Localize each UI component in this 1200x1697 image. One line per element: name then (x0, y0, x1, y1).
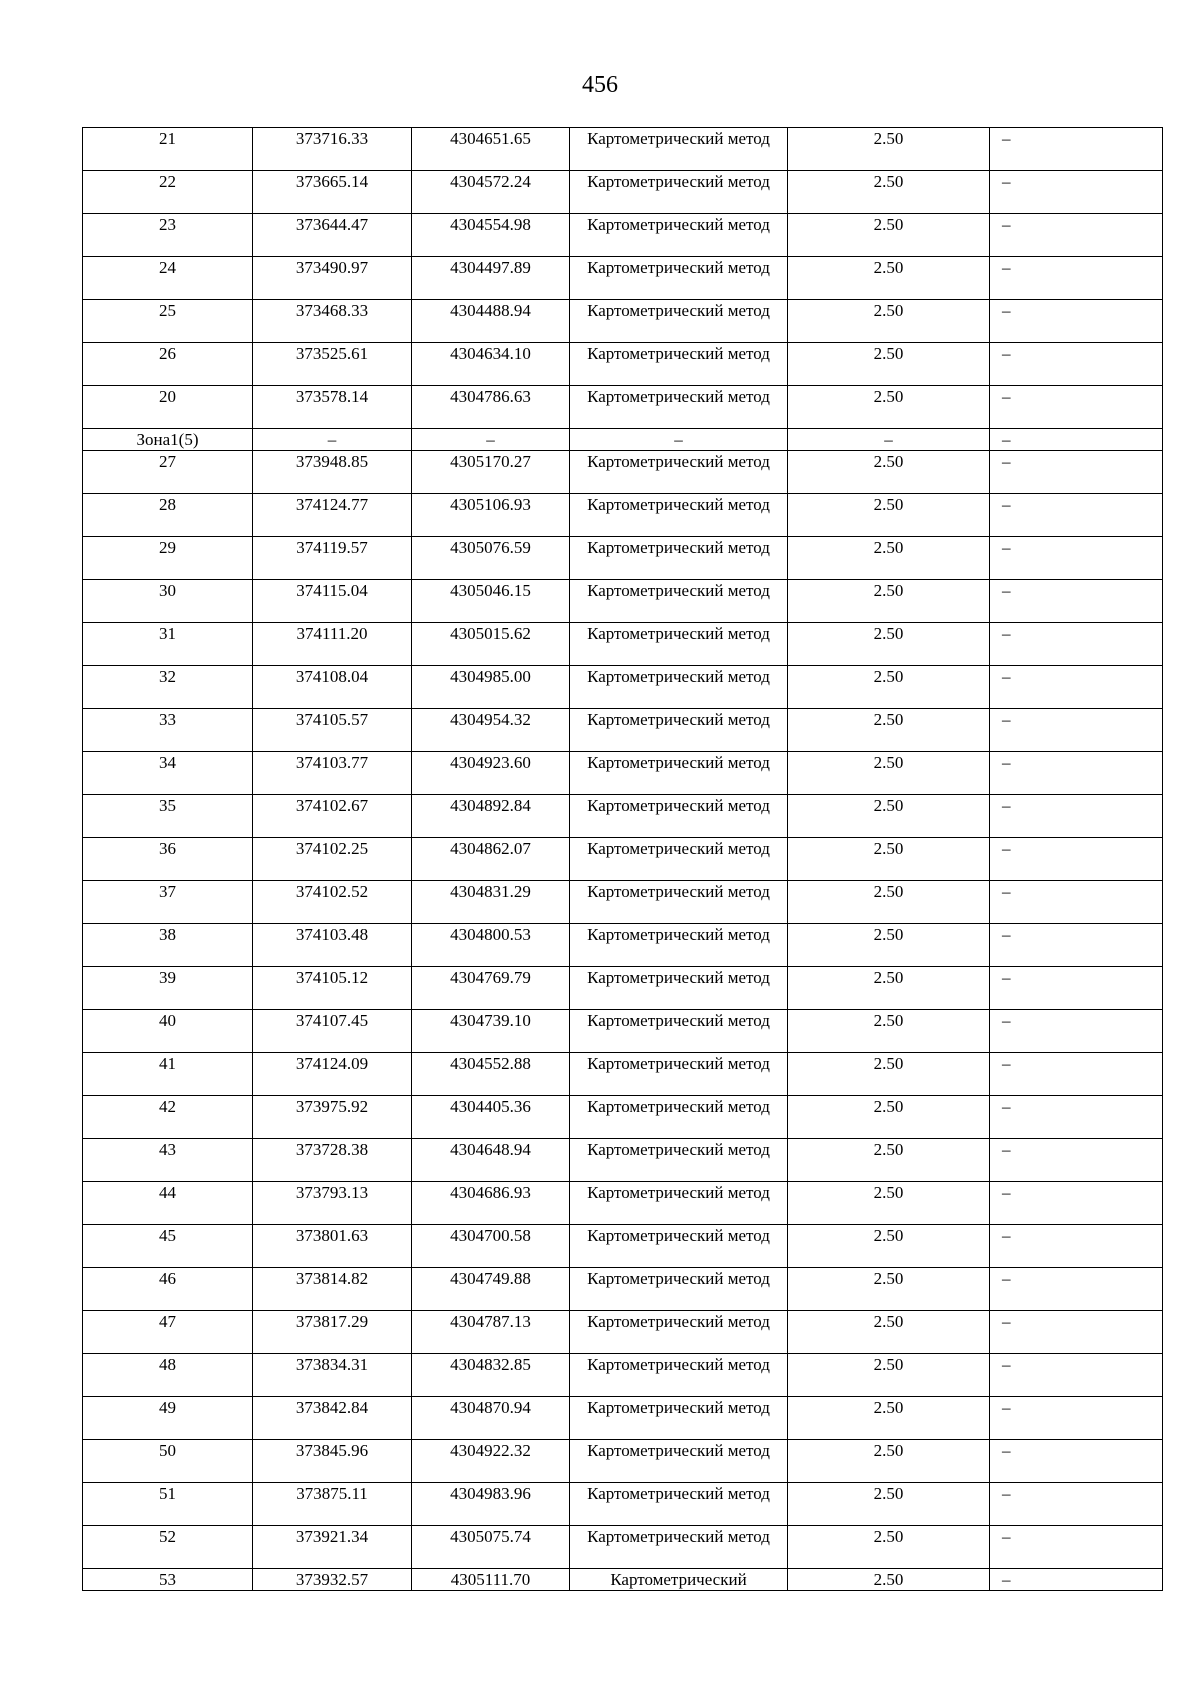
method-cell: Картометрический метод (570, 494, 788, 537)
y-coordinate-cell: 4304700.58 (412, 1225, 570, 1268)
table-row (83, 1139, 1163, 1182)
x-coordinate-cell: 373817.29 (253, 1311, 412, 1354)
coordinates-table-body (83, 128, 1163, 1591)
x-coordinate-cell: 374102.52 (253, 881, 412, 924)
note-cell: – (990, 1010, 1163, 1053)
y-coordinate-cell: 4304870.94 (412, 1397, 570, 1440)
accuracy-cell: 2.50 (788, 881, 990, 924)
note-cell: – (990, 429, 1163, 451)
point-number-cell: 24 (83, 257, 253, 300)
note-cell: – (990, 1225, 1163, 1268)
point-number-cell: 48 (83, 1354, 253, 1397)
accuracy-cell: 2.50 (788, 1010, 990, 1053)
y-coordinate-cell: 4305015.62 (412, 623, 570, 666)
y-coordinate-cell: 4304739.10 (412, 1010, 570, 1053)
point-number-cell: 32 (83, 666, 253, 709)
x-coordinate-cell: 374108.04 (253, 666, 412, 709)
point-number-cell: 36 (83, 838, 253, 881)
note-cell: – (990, 1526, 1163, 1569)
x-coordinate-cell: 374105.57 (253, 709, 412, 752)
point-number-cell: 33 (83, 709, 253, 752)
accuracy-cell: 2.50 (788, 1440, 990, 1483)
note-cell: – (990, 257, 1163, 300)
y-coordinate-cell: 4304497.89 (412, 257, 570, 300)
method-cell: Картометрический метод (570, 881, 788, 924)
y-coordinate-cell: 4304787.13 (412, 1311, 570, 1354)
x-coordinate-cell: 374124.77 (253, 494, 412, 537)
note-cell: – (990, 1440, 1163, 1483)
point-number-cell: 28 (83, 494, 253, 537)
accuracy-cell: 2.50 (788, 1225, 990, 1268)
table-row (83, 1010, 1163, 1053)
y-coordinate-cell: 4304922.32 (412, 1440, 570, 1483)
table-row (83, 343, 1163, 386)
table-row (83, 451, 1163, 494)
y-coordinate-cell: 4304892.84 (412, 795, 570, 838)
note-cell: – (990, 881, 1163, 924)
x-coordinate-cell: 373975.92 (253, 1096, 412, 1139)
y-coordinate-cell: 4304651.65 (412, 128, 570, 171)
method-cell: Картометрический метод (570, 386, 788, 429)
accuracy-cell: 2.50 (788, 1096, 990, 1139)
y-coordinate-cell: 4305111.70 (412, 1569, 570, 1591)
accuracy-cell: 2.50 (788, 709, 990, 752)
y-coordinate-cell: 4304749.88 (412, 1268, 570, 1311)
note-cell: – (990, 967, 1163, 1010)
note-cell: – (990, 300, 1163, 343)
point-number-cell: 40 (83, 1010, 253, 1053)
y-coordinate-cell: 4304954.32 (412, 709, 570, 752)
point-number-cell: 21 (83, 128, 253, 171)
method-cell: Картометрический метод (570, 257, 788, 300)
note-cell: – (990, 1311, 1163, 1354)
point-number-cell: 49 (83, 1397, 253, 1440)
note-cell: – (990, 1182, 1163, 1225)
method-cell: Картометрический метод (570, 537, 788, 580)
note-cell: – (990, 666, 1163, 709)
method-cell: Картометрический метод (570, 128, 788, 171)
accuracy-cell: 2.50 (788, 1311, 990, 1354)
x-coordinate-cell: 374115.04 (253, 580, 412, 623)
table-row (83, 1225, 1163, 1268)
note-cell: – (990, 795, 1163, 838)
x-coordinate-cell: 373932.57 (253, 1569, 412, 1591)
point-number-cell: Зона1(5) (83, 429, 253, 451)
accuracy-cell: 2.50 (788, 924, 990, 967)
x-coordinate-cell: 374103.48 (253, 924, 412, 967)
table-row (83, 257, 1163, 300)
table-row (83, 128, 1163, 171)
point-number-cell: 34 (83, 752, 253, 795)
coordinates-table (82, 127, 1163, 1591)
x-coordinate-cell: 374102.25 (253, 838, 412, 881)
y-coordinate-cell: 4305106.93 (412, 494, 570, 537)
table-row (83, 1526, 1163, 1569)
point-number-cell: 53 (83, 1569, 253, 1591)
table-row (83, 838, 1163, 881)
note-cell: – (990, 214, 1163, 257)
point-number-cell: 25 (83, 300, 253, 343)
x-coordinate-cell: 373728.38 (253, 1139, 412, 1182)
x-coordinate-cell: 373468.33 (253, 300, 412, 343)
x-coordinate-cell: 373875.11 (253, 1483, 412, 1526)
method-cell: Картометрический метод (570, 451, 788, 494)
y-coordinate-cell: 4305170.27 (412, 451, 570, 494)
table-row (83, 752, 1163, 795)
note-cell: – (990, 838, 1163, 881)
point-number-cell: 37 (83, 881, 253, 924)
table-row (83, 1311, 1163, 1354)
accuracy-cell: 2.50 (788, 128, 990, 171)
table-row (83, 881, 1163, 924)
y-coordinate-cell: 4304985.00 (412, 666, 570, 709)
x-coordinate-cell: 373814.82 (253, 1268, 412, 1311)
method-cell: Картометрический метод (570, 967, 788, 1010)
accuracy-cell: 2.50 (788, 1182, 990, 1225)
table-row (83, 967, 1163, 1010)
x-coordinate-cell: 373793.13 (253, 1182, 412, 1225)
y-coordinate-cell: 4304488.94 (412, 300, 570, 343)
note-cell: – (990, 1397, 1163, 1440)
method-cell: Картометрический метод (570, 300, 788, 343)
accuracy-cell: – (788, 429, 990, 451)
method-cell: Картометрический метод (570, 623, 788, 666)
y-coordinate-cell: 4304862.07 (412, 838, 570, 881)
method-cell: Картометрический метод (570, 1139, 788, 1182)
method-cell: Картометрический метод (570, 1311, 788, 1354)
accuracy-cell: 2.50 (788, 666, 990, 709)
note-cell: – (990, 1354, 1163, 1397)
table-row (83, 1569, 1163, 1591)
accuracy-cell: 2.50 (788, 1053, 990, 1096)
page-number: 456 (582, 72, 618, 98)
accuracy-cell: 2.50 (788, 580, 990, 623)
method-cell: Картометрический метод (570, 838, 788, 881)
point-number-cell: 39 (83, 967, 253, 1010)
y-coordinate-cell: 4304983.96 (412, 1483, 570, 1526)
point-number-cell: 46 (83, 1268, 253, 1311)
accuracy-cell: 2.50 (788, 214, 990, 257)
y-coordinate-cell: 4304800.53 (412, 924, 570, 967)
y-coordinate-cell: – (412, 429, 570, 451)
table-row (83, 580, 1163, 623)
point-number-cell: 41 (83, 1053, 253, 1096)
zone-row (83, 429, 1163, 451)
point-number-cell: 51 (83, 1483, 253, 1526)
method-cell: Картометрический метод (570, 1354, 788, 1397)
y-coordinate-cell: 4304572.24 (412, 171, 570, 214)
table-row (83, 1096, 1163, 1139)
x-coordinate-cell: 374103.77 (253, 752, 412, 795)
point-number-cell: 38 (83, 924, 253, 967)
x-coordinate-cell: 373490.97 (253, 257, 412, 300)
point-number-cell: 27 (83, 451, 253, 494)
table-row (83, 709, 1163, 752)
note-cell: – (990, 128, 1163, 171)
x-coordinate-cell: 374105.12 (253, 967, 412, 1010)
table-row (83, 537, 1163, 580)
table-row (83, 1268, 1163, 1311)
table-row (83, 1182, 1163, 1225)
table-row (83, 300, 1163, 343)
point-number-cell: 23 (83, 214, 253, 257)
table-row (83, 171, 1163, 214)
accuracy-cell: 2.50 (788, 1483, 990, 1526)
y-coordinate-cell: 4305046.15 (412, 580, 570, 623)
table-row (83, 1053, 1163, 1096)
note-cell: – (990, 537, 1163, 580)
point-number-cell: 43 (83, 1139, 253, 1182)
table-row (83, 666, 1163, 709)
note-cell: – (990, 1096, 1163, 1139)
note-cell: – (990, 709, 1163, 752)
point-number-cell: 35 (83, 795, 253, 838)
x-coordinate-cell: 373525.61 (253, 343, 412, 386)
point-number-cell: 45 (83, 1225, 253, 1268)
note-cell: – (990, 1569, 1163, 1591)
accuracy-cell: 2.50 (788, 257, 990, 300)
table-row (83, 924, 1163, 967)
note-cell: – (990, 386, 1163, 429)
note-cell: – (990, 1053, 1163, 1096)
x-coordinate-cell: 373845.96 (253, 1440, 412, 1483)
method-cell: Картометрический метод (570, 1440, 788, 1483)
point-number-cell: 26 (83, 343, 253, 386)
accuracy-cell: 2.50 (788, 537, 990, 580)
y-coordinate-cell: 4304769.79 (412, 967, 570, 1010)
method-cell: Картометрический метод (570, 1096, 788, 1139)
method-cell: Картометрический метод (570, 924, 788, 967)
x-coordinate-cell: 374107.45 (253, 1010, 412, 1053)
x-coordinate-cell: – (253, 429, 412, 451)
point-number-cell: 44 (83, 1182, 253, 1225)
y-coordinate-cell: 4304923.60 (412, 752, 570, 795)
accuracy-cell: 2.50 (788, 967, 990, 1010)
method-cell: Картометрический метод (570, 580, 788, 623)
x-coordinate-cell: 374119.57 (253, 537, 412, 580)
point-number-cell: 29 (83, 537, 253, 580)
method-cell: Картометрический метод (570, 1182, 788, 1225)
x-coordinate-cell: 374124.09 (253, 1053, 412, 1096)
method-cell: Картометрический метод (570, 1526, 788, 1569)
note-cell: – (990, 752, 1163, 795)
method-cell: – (570, 429, 788, 451)
method-cell: Картометрический метод (570, 1225, 788, 1268)
table-row (83, 1354, 1163, 1397)
y-coordinate-cell: 4304552.88 (412, 1053, 570, 1096)
point-number-cell: 42 (83, 1096, 253, 1139)
note-cell: – (990, 1139, 1163, 1182)
point-number-cell: 47 (83, 1311, 253, 1354)
x-coordinate-cell: 373842.84 (253, 1397, 412, 1440)
accuracy-cell: 2.50 (788, 343, 990, 386)
method-cell: Картометрический метод (570, 1268, 788, 1311)
method-cell: Картометрический метод (570, 1483, 788, 1526)
method-cell: Картометрический метод (570, 214, 788, 257)
note-cell: – (990, 924, 1163, 967)
point-number-cell: 20 (83, 386, 253, 429)
y-coordinate-cell: 4304831.29 (412, 881, 570, 924)
method-cell: Картометрический (570, 1569, 788, 1591)
note-cell: – (990, 171, 1163, 214)
accuracy-cell: 2.50 (788, 1569, 990, 1591)
accuracy-cell: 2.50 (788, 1397, 990, 1440)
x-coordinate-cell: 373801.63 (253, 1225, 412, 1268)
method-cell: Картометрический метод (570, 1010, 788, 1053)
accuracy-cell: 2.50 (788, 1139, 990, 1182)
note-cell: – (990, 451, 1163, 494)
x-coordinate-cell: 373665.14 (253, 171, 412, 214)
point-number-cell: 22 (83, 171, 253, 214)
x-coordinate-cell: 374102.67 (253, 795, 412, 838)
accuracy-cell: 2.50 (788, 1354, 990, 1397)
method-cell: Картометрический метод (570, 1053, 788, 1096)
accuracy-cell: 2.50 (788, 838, 990, 881)
note-cell: – (990, 623, 1163, 666)
accuracy-cell: 2.50 (788, 1268, 990, 1311)
table-row (83, 494, 1163, 537)
y-coordinate-cell: 4304634.10 (412, 343, 570, 386)
method-cell: Картометрический метод (570, 171, 788, 214)
table-row (83, 1483, 1163, 1526)
table-row (83, 386, 1163, 429)
point-number-cell: 52 (83, 1526, 253, 1569)
x-coordinate-cell: 373644.47 (253, 214, 412, 257)
note-cell: – (990, 1268, 1163, 1311)
x-coordinate-cell: 373948.85 (253, 451, 412, 494)
point-number-cell: 31 (83, 623, 253, 666)
accuracy-cell: 2.50 (788, 386, 990, 429)
y-coordinate-cell: 4305076.59 (412, 537, 570, 580)
accuracy-cell: 2.50 (788, 795, 990, 838)
accuracy-cell: 2.50 (788, 171, 990, 214)
note-cell: – (990, 343, 1163, 386)
table-row (83, 795, 1163, 838)
table-row (83, 1397, 1163, 1440)
accuracy-cell: 2.50 (788, 494, 990, 537)
x-coordinate-cell: 373921.34 (253, 1526, 412, 1569)
y-coordinate-cell: 4304554.98 (412, 214, 570, 257)
y-coordinate-cell: 4304405.36 (412, 1096, 570, 1139)
y-coordinate-cell: 4304648.94 (412, 1139, 570, 1182)
table-row (83, 1440, 1163, 1483)
accuracy-cell: 2.50 (788, 623, 990, 666)
point-number-cell: 50 (83, 1440, 253, 1483)
accuracy-cell: 2.50 (788, 752, 990, 795)
x-coordinate-cell: 373578.14 (253, 386, 412, 429)
method-cell: Картометрический метод (570, 752, 788, 795)
method-cell: Картометрический метод (570, 709, 788, 752)
point-number-cell: 30 (83, 580, 253, 623)
y-coordinate-cell: 4305075.74 (412, 1526, 570, 1569)
method-cell: Картометрический метод (570, 795, 788, 838)
x-coordinate-cell: 373716.33 (253, 128, 412, 171)
accuracy-cell: 2.50 (788, 300, 990, 343)
x-coordinate-cell: 373834.31 (253, 1354, 412, 1397)
method-cell: Картометрический метод (570, 666, 788, 709)
accuracy-cell: 2.50 (788, 1526, 990, 1569)
x-coordinate-cell: 374111.20 (253, 623, 412, 666)
note-cell: – (990, 580, 1163, 623)
y-coordinate-cell: 4304786.63 (412, 386, 570, 429)
table-row (83, 623, 1163, 666)
y-coordinate-cell: 4304832.85 (412, 1354, 570, 1397)
accuracy-cell: 2.50 (788, 451, 990, 494)
method-cell: Картометрический метод (570, 1397, 788, 1440)
y-coordinate-cell: 4304686.93 (412, 1182, 570, 1225)
table-row (83, 214, 1163, 257)
note-cell: – (990, 494, 1163, 537)
method-cell: Картометрический метод (570, 343, 788, 386)
note-cell: – (990, 1483, 1163, 1526)
